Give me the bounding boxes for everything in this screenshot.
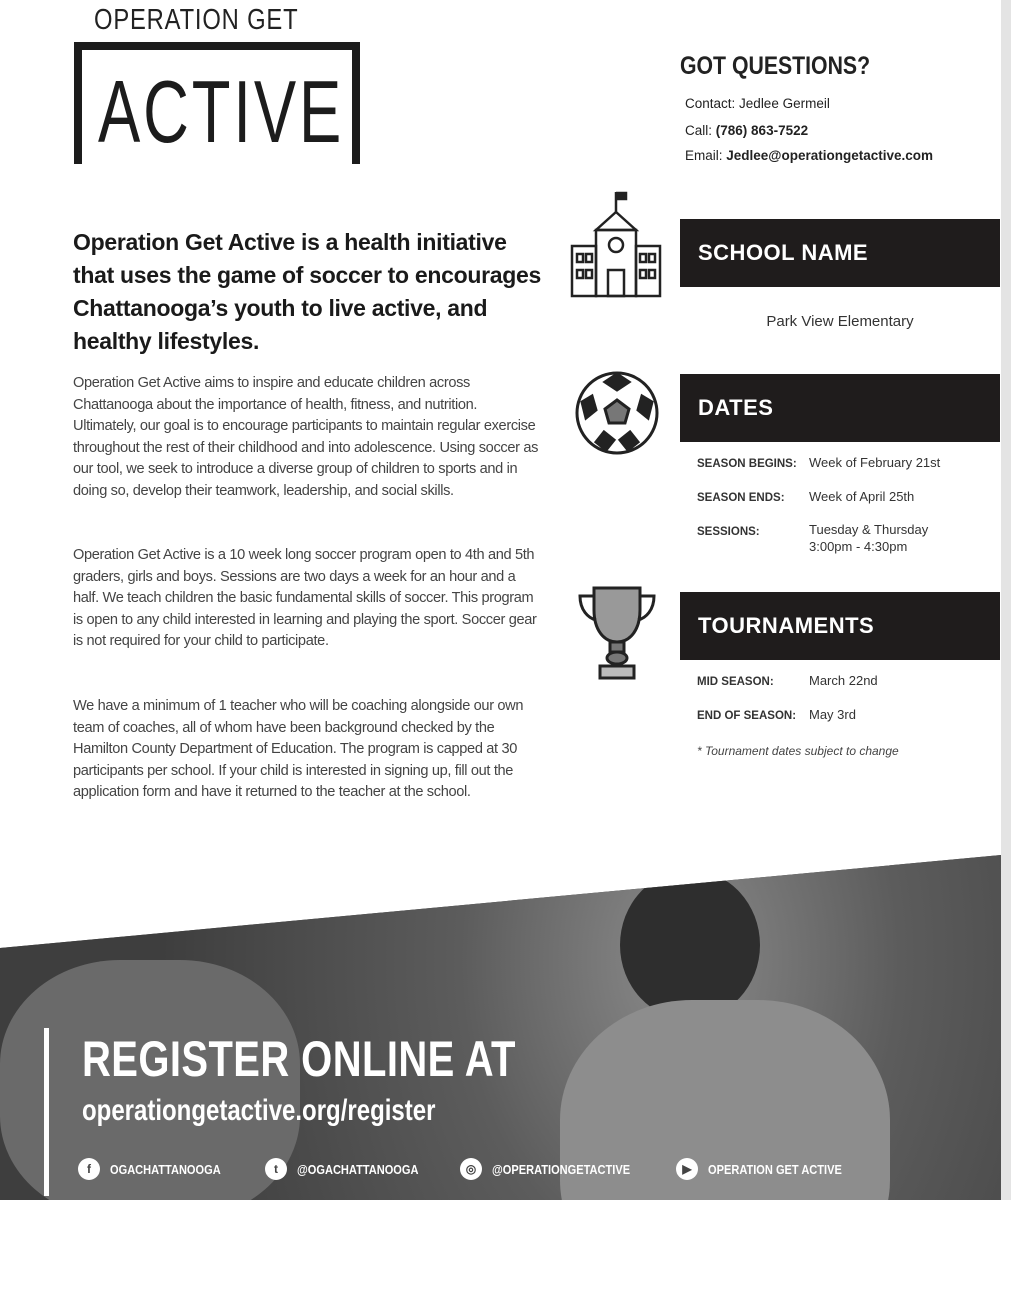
twitter-icon: t <box>265 1158 287 1180</box>
season-begins-value: Week of February 21st <box>809 455 941 470</box>
facebook-icon: f <box>78 1158 100 1180</box>
sessions-days: Tuesday & Thursday <box>809 522 929 537</box>
email-label: Email: <box>685 148 723 163</box>
logo-top-text: OPERATION GET <box>94 4 299 36</box>
social-handle: OGACHATTANOOGA <box>110 1161 221 1177</box>
season-ends-value: Week of April 25th <box>809 489 915 504</box>
contact-name: Jedlee Germeil <box>739 96 830 111</box>
phone-link[interactable]: (786) 863-7522 <box>715 123 809 138</box>
email-line <box>685 148 933 163</box>
register-accent-line <box>44 1028 49 1196</box>
instagram-icon: ◎ <box>460 1158 482 1180</box>
player-photo-shirt <box>560 1000 890 1300</box>
sessions-time: 3:00pm - 4:30pm <box>809 539 908 554</box>
tournament-note: * Tournament dates subject to change <box>697 744 899 758</box>
social-instagram[interactable] <box>460 1158 654 1180</box>
call-line <box>685 123 808 138</box>
paragraph-2: Operation Get Active is a 10 week long soccer program open to 4th and 5th graders, girls and boys. Sessions are two days a week for an hour and a half. We teach children the basic fundamental skills of soccer. This program is open to any child interested in learning and playing the sport. Soccer gear is not required for your child to participate. <box>73 547 537 650</box>
register-url[interactable]: operationgetactive.org/register <box>82 1094 436 1127</box>
school-icon <box>568 190 664 300</box>
logo-word: ACTIVE <box>98 62 345 161</box>
social-twitter[interactable] <box>265 1158 440 1180</box>
headline: Operation Get Active is a health initiative that uses the game of soccer to encourages Chattanooga’s youth to live active, and healthy lifestyles. <box>73 229 541 354</box>
school-name-header: SCHOOL NAME <box>680 219 1000 287</box>
call-label: Call: <box>685 123 713 138</box>
social-facebook[interactable] <box>78 1158 240 1180</box>
dates-header: DATES <box>680 374 1000 442</box>
register-title: REGISTER ONLINE AT <box>82 1031 516 1087</box>
end-season-label: END OF SEASON: <box>697 710 797 722</box>
season-begins-label: SEASON BEGINS: <box>697 458 797 470</box>
mid-season-label: MID SEASON: <box>697 676 774 688</box>
social-youtube[interactable] <box>676 1158 865 1180</box>
school-name-value: Park View Elementary <box>766 313 914 330</box>
paragraph-1: Operation Get Active aims to inspire and educate children across Chattanooga about the importance of health, fitness, and nutrition. Ultimately, our goal is to encourage participants to maintain regular exercise throughout the rest of their childhood and into adolescence. Using soccer as our tool, we seek to introduce a diverse group of children to sports and in doing so, develop their teamwork, leadership, and social skills. <box>73 375 539 499</box>
season-ends-label: SEASON ENDS: <box>697 492 785 504</box>
contact-line <box>685 96 830 111</box>
questions-title: GOT QUESTIONS? <box>680 52 871 80</box>
soccer-ball-icon <box>574 370 660 456</box>
social-handle: @OPERATIONGETACTIVE <box>492 1161 631 1177</box>
sessions-label: SESSIONS: <box>697 526 760 538</box>
page-edge <box>1001 0 1011 1200</box>
tournaments-header: TOURNAMENTS <box>680 592 1000 660</box>
social-handle: @OGACHATTANOOGA <box>297 1161 419 1177</box>
social-handle: OPERATION GET ACTIVE <box>708 1161 842 1177</box>
mid-season-value: March 22nd <box>809 673 878 688</box>
contact-label: Contact: <box>685 96 736 111</box>
player-photo-head <box>620 870 760 1020</box>
trophy-icon <box>574 584 660 684</box>
email-link[interactable]: Jedlee@operationgetactive.com <box>726 148 934 163</box>
paragraph-3: We have a minimum of 1 teacher who will be coaching alongside our own team of coaches, all of whom have been background checked by the Hamilton County Department of Education. The program is capped at 30 participants per school. If your child is interested in signing up, fill out the application form and have it returned to the teacher at the school. <box>73 698 524 801</box>
youtube-icon: ▶ <box>676 1158 698 1180</box>
end-season-value: May 3rd <box>809 707 856 722</box>
